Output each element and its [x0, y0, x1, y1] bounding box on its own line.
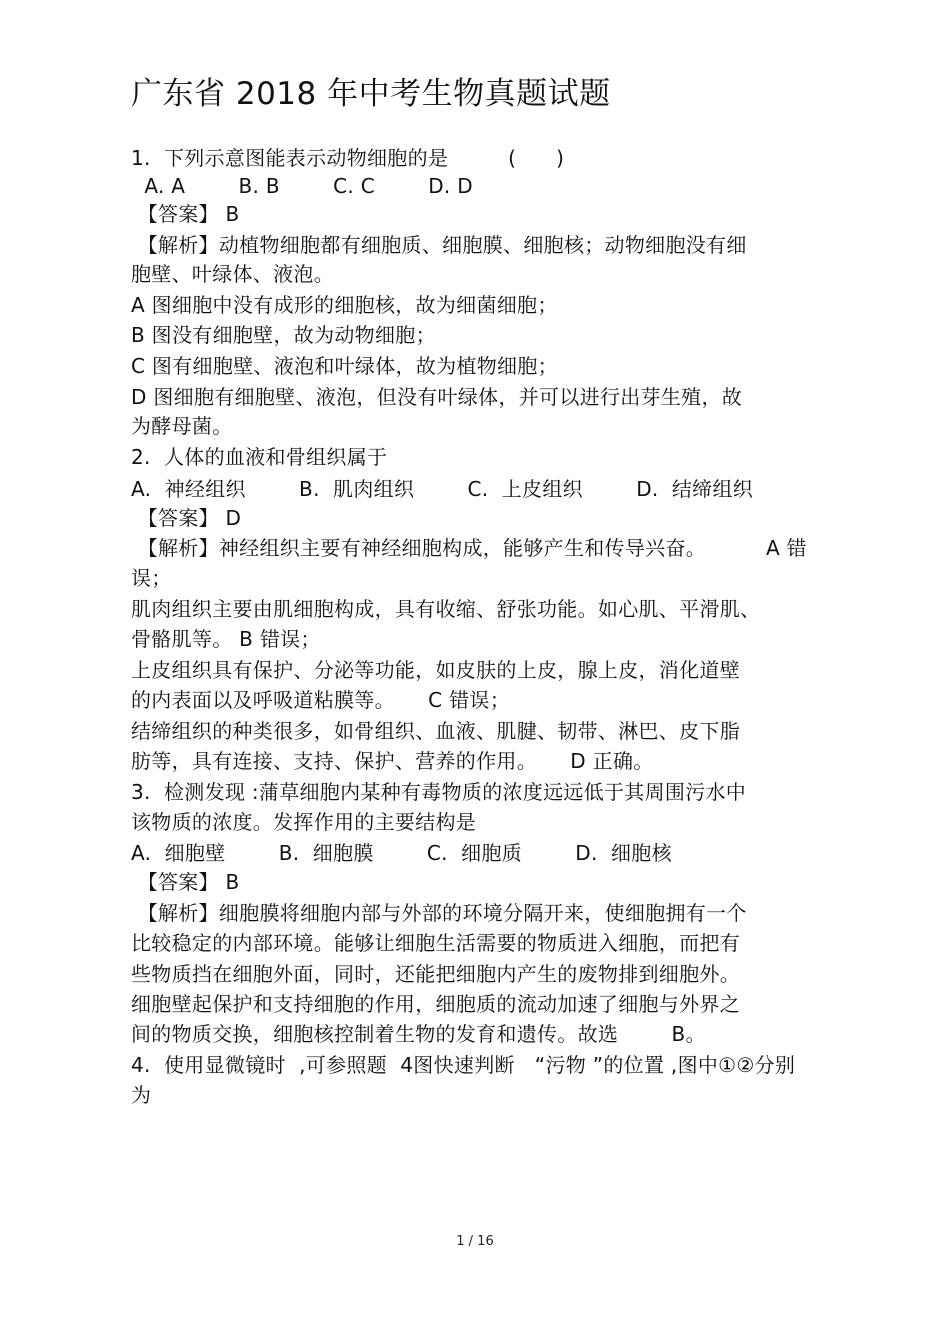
- question-2-analysis-line: 【解析】神经组织主要有神经细胞构成，能够产生和传导兴奋。 A 错: [131, 536, 807, 560]
- page-number: 1 / 16: [456, 1234, 494, 1249]
- question-2-answer: 【答案】 D: [131, 506, 242, 530]
- question-1-analysis-line: 为酵母菌。: [131, 414, 233, 438]
- question-2-stem: 2. 人体的血液和骨组织属于: [131, 445, 388, 469]
- question-1-analysis-line: D 图细胞有细胞壁、液泡，但没有叶绿体，并可以进行出芽生殖，故: [131, 385, 743, 409]
- question-4-stem: 为: [131, 1083, 152, 1107]
- question-1-options: A. A B. B C. C D. D: [131, 174, 473, 198]
- question-2-analysis-line: 误；: [131, 566, 172, 590]
- question-3-stem: 该物质的浓度。发挥作用的主要结构是: [131, 810, 477, 834]
- question-2-analysis-line: 肌肉组织主要由肌细胞构成，具有收缩、舒张功能。如心肌、平滑肌、: [131, 597, 761, 621]
- question-1-analysis-line: C 图有细胞壁、液泡和叶绿体，故为植物细胞；: [131, 354, 558, 378]
- question-1-analysis-line: 【解析】动植物细胞都有细胞质、细胞膜、细胞核；动物细胞没有细: [131, 233, 747, 257]
- question-1-analysis-line: A 图细胞中没有成形的细胞核，故为细菌细胞；: [131, 293, 558, 317]
- question-2-analysis-line: 的内表面以及呼吸道粘膜等。 C 错误；: [131, 688, 511, 712]
- question-3-analysis-line: 些物质挡在细胞外面，同时，还能把细胞内产生的废物排到细胞外。: [131, 962, 740, 986]
- question-1-answer: 【答案】 B: [131, 202, 240, 226]
- document-title: 广东省 2018 年中考生物真题试题: [131, 76, 611, 112]
- question-1-stem: 1. 下列示意图能表示动物细胞的是 ( ): [131, 146, 565, 170]
- question-3-analysis-line: 【解析】细胞膜将细胞内部与外部的环境分隔开来，使细胞拥有一个: [131, 901, 747, 925]
- question-2-analysis-line: 结缔组织的种类很多，如骨组织、血液、肌腱、韧带、淋巴、皮下脂: [131, 719, 740, 743]
- question-3-options: A. 细胞壁 B. 细胞膜 C. 细胞质 D. 细胞核: [131, 841, 672, 865]
- question-1-analysis-line: 胞壁、叶绿体、液泡。: [131, 262, 334, 286]
- question-2-analysis-line: 上皮组织具有保护、分泌等功能，如皮肤的上皮，腺上皮，消化道壁: [131, 658, 740, 682]
- question-2-analysis-line: 肪等，具有连接、支持、保护、营养的作用。 D 正确。: [131, 749, 654, 773]
- question-2-analysis-line: 骨骼肌等。 B 错误；: [131, 627, 321, 651]
- question-3-analysis-line: 细胞壁起保护和支持细胞的作用，细胞质的流动加速了细胞与外界之: [131, 992, 740, 1016]
- question-2-options: A. 神经组织 B. 肌肉组织 C. 上皮组织 D. 结缔组织: [131, 477, 754, 501]
- question-3-stem: 3. 检测发现 :蒲草细胞内某种有毒物质的浓度远远低于其周围污水中: [131, 780, 747, 804]
- question-1-analysis-line: B 图没有细胞壁，故为动物细胞；: [131, 323, 436, 347]
- question-3-analysis-line: 间的物质交换，细胞核控制着生物的发育和遗传。故选 B。: [131, 1022, 706, 1046]
- question-4-stem: 4. 使用显微镜时 ,可参照题 4图快速判断 “污物 ”的位置 ,图中①②分别: [131, 1053, 796, 1077]
- question-3-analysis-line: 比较稳定的内部环境。能够让细胞生活需要的物质进入细胞，而把有: [131, 931, 740, 955]
- question-3-answer: 【答案】 B: [131, 870, 240, 894]
